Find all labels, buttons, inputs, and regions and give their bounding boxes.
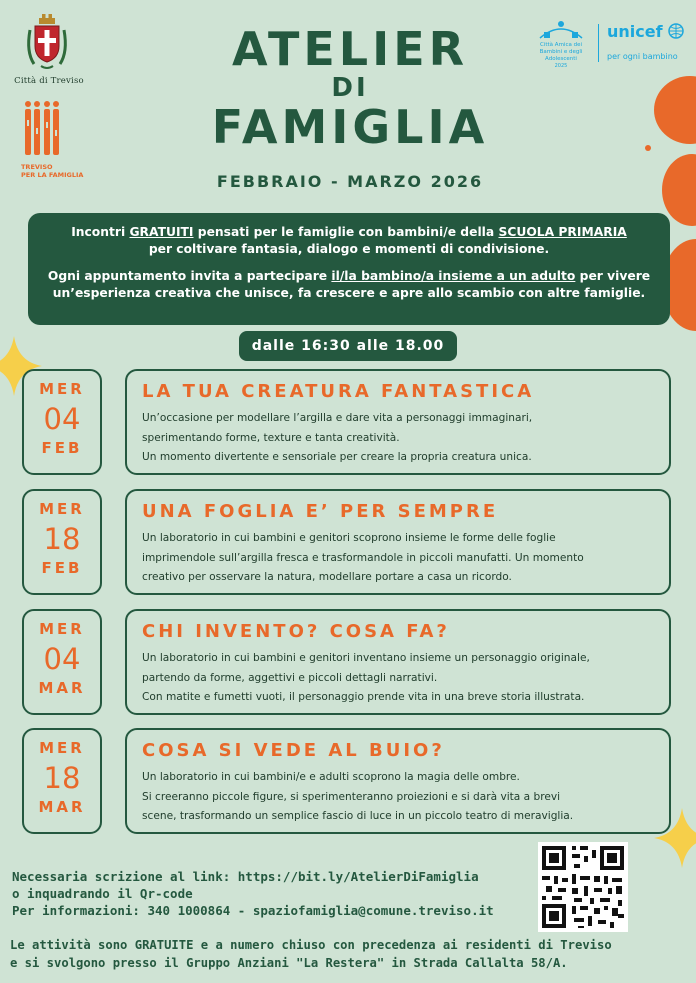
unicef-tagline: per ogni bambino <box>607 52 678 61</box>
intro-p1-c: per coltivare fantasia, dialogo e momenti di condivisione. <box>148 242 550 256</box>
intro-paragraph-1 <box>44 224 654 258</box>
event-month: FEB <box>41 439 83 457</box>
date-range-subtitle: FEBBRAIO - MARZO 2026 <box>216 172 484 191</box>
unicef-name: unicef <box>607 22 663 41</box>
event-weekday: MER <box>39 500 85 518</box>
event-date-box <box>22 489 102 595</box>
intro-p1-a: Incontri <box>71 225 130 239</box>
city-name: Città di Treviso <box>14 76 84 86</box>
event-day: 04 <box>43 402 81 436</box>
event-description: Un laboratorio in cui bambini e genitori scoprono insieme le forme delle foglie imprimendole sull’argilla fresca e trasformandole in piccoli manufatti. Un momento creativo per osservare la natura, modellare portare a casa un ricordo. <box>142 532 584 583</box>
cac-text-line2: Bambini e degli <box>539 49 583 55</box>
intro-p1-b: pensati per le famiglie con bambini/e della <box>193 225 499 239</box>
event-weekday: MER <box>39 620 85 638</box>
title-line-2: DI <box>331 73 369 103</box>
unicef-logo <box>607 22 684 41</box>
event-title: LA TUA CREATURA FANTASTICA <box>142 381 535 402</box>
event-card <box>125 728 671 834</box>
event-month: MAR <box>38 679 86 697</box>
registration-info: Necessaria scrizione al link: https://bit.ly/AtelierDiFamiglia o inquadrando il Qr-code Per informazioni: 340 1000864 - spaziofamiglia@comune.treviso.it <box>12 869 494 918</box>
event-day: 04 <box>43 642 81 676</box>
event-card <box>125 489 671 595</box>
tpf-line2: PER LA FAMIGLIA <box>21 171 84 179</box>
event-month: FEB <box>41 559 83 577</box>
time-badge: dalle 16:30 alle 18.00 <box>239 331 457 361</box>
intro-p2-underlined: il/la bambino/a insieme a un adulto <box>331 269 576 283</box>
qr-code[interactable] <box>538 842 628 932</box>
event-title: UNA FOGLIA E’ PER SEMPRE <box>142 501 499 522</box>
page-title <box>150 22 550 154</box>
intro-scuola-primaria: SCUOLA PRIMARIA <box>498 225 627 239</box>
event-description: Un laboratorio in cui bambini e genitori inventano insieme un personaggio originale, partendo da forme, aggettivi e piccoli dettagli narrativi. Con matite e fumetti vuoti, il personaggio prende vita in una breve storia illustrata. <box>142 652 590 703</box>
footer-note: Le attività sono GRATUITE e a numero chiuso con precedenza ai residenti di Treviso e si svolgono presso il Gruppo Anziani "La Restera" in Strada Callalta 58/A. <box>10 938 612 970</box>
event-card <box>125 369 671 475</box>
cac-text-line4: 2025 <box>554 63 568 69</box>
cac-text-line1: Città Amica dei <box>540 42 582 48</box>
event-day: 18 <box>43 522 81 556</box>
city-crest-icon <box>24 12 70 72</box>
treviso-per-la-famiglia-text <box>21 163 83 179</box>
event-date-box <box>22 728 102 834</box>
event-weekday: MER <box>39 380 85 398</box>
intro-gratuiti: GRATUITI <box>129 225 194 239</box>
event-title: COSA SI VEDE AL BUIO? <box>142 740 445 761</box>
title-line-3: FAMIGLIA <box>211 100 489 154</box>
title-line-1: ATELIER <box>231 22 469 76</box>
intro-p2-b: per vivere un’esperienza creativa che unisce, fa crescere e apre allo scambio con altre famiglie. <box>52 269 651 300</box>
intro-box <box>28 213 670 325</box>
logo-divider <box>598 24 599 62</box>
intro-paragraph-2 <box>44 268 654 302</box>
event-date-box <box>22 369 102 475</box>
citta-amica-bambini-logo <box>530 16 592 76</box>
event-date-box <box>22 609 102 715</box>
unicef-globe-icon <box>668 23 684 39</box>
event-title: CHI INVENTO? COSA FA? <box>142 621 450 642</box>
event-weekday: MER <box>39 739 85 757</box>
event-description: Un laboratorio in cui bambini/e e adulti scoprono la magia delle ombre. Si creeranno piccole figure, si sperimenteranno proiezioni e si darà vita a brevi scene, trasformando un semplice fascio di luce in un piccolo teatro di meraviglia. <box>142 771 574 822</box>
event-day: 18 <box>43 761 81 795</box>
intro-p2-a: Ogni appuntamento invita a partecipare <box>47 269 332 283</box>
event-month: MAR <box>38 798 86 816</box>
event-description: Un’occasione per modellare l’argilla e dare vita a personaggi immaginari, sperimentando forme, texture e tanta creatività. Un momento divertente e sensoriale per creare la propria creatura unica. <box>142 412 533 463</box>
cac-text-line3: Adolescenti <box>545 56 577 62</box>
tpf-line1: TREVISO <box>21 163 53 171</box>
treviso-per-la-famiglia-logo-icon <box>22 100 62 158</box>
event-card <box>125 609 671 715</box>
